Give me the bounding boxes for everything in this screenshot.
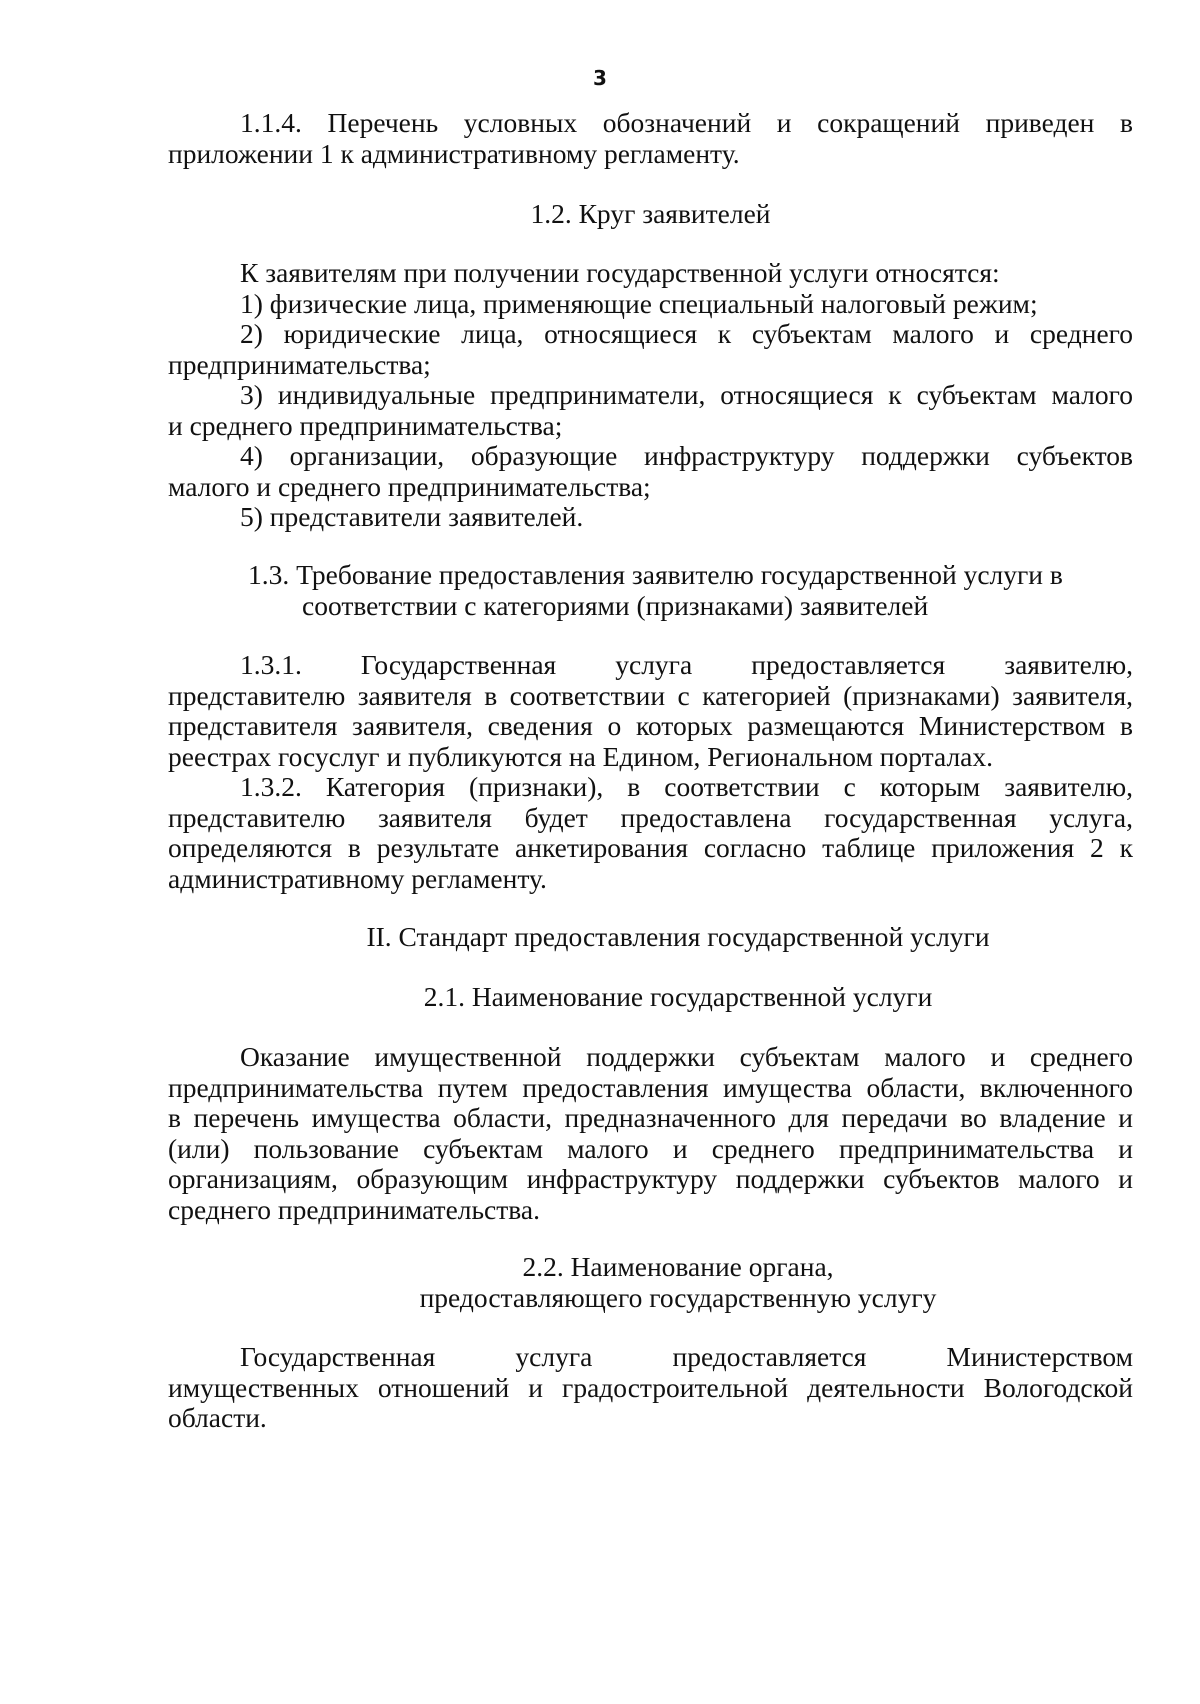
list-item: 5) представители заявителей. — [240, 501, 584, 532]
heading-line: 1.3. Требование предоставления заявителю государственной услуги в — [248, 559, 1063, 590]
paragraph-line: представителя заявителя, сведения о которых размещаются Министерством в — [168, 710, 1133, 741]
paragraph-line: в перечень имущества области, предназначенного для передачи во владение и — [168, 1102, 1133, 1133]
section-heading-1-2: 1.2. Круг заявителей — [530, 198, 771, 229]
paragraph-line: предпринимательства путем предоставления имущества области, включенного — [168, 1071, 1133, 1103]
paragraph-line: (или) пользование субъектам малого и среднего предпринимательства и — [168, 1132, 1133, 1164]
paragraph-line: 1.3.2. Категория (признаки), в соответствии с которым заявителю, — [240, 771, 1133, 802]
section-heading-II: II. Стандарт предоставления государственной услуги — [366, 921, 990, 952]
list-item: 1) физические лица, применяющие специальный налоговый режим; — [240, 287, 1038, 319]
paragraph-line: области. — [168, 1402, 267, 1433]
list-item: 2) юридические лица, относящиеся к субъектам малого и среднего — [240, 318, 1133, 349]
paragraph-line: представителю заявителя в соответствии с категорией (признаками) заявителя, — [168, 679, 1133, 711]
list-item-continuation: предпринимательства; — [168, 348, 431, 380]
page-number: 3 — [593, 66, 607, 90]
paragraph-line: Государственная услуга предоставляется Министерством — [240, 1341, 1133, 1372]
list-item-continuation: и среднего предпринимательства; — [168, 409, 563, 441]
list-item: 4) организации, образующие инфраструктуру поддержки субъектов — [240, 440, 1133, 471]
paragraph-line: среднего предпринимательства. — [168, 1193, 540, 1225]
applicants-intro: К заявителям при получении государственной услуги относятся: — [240, 257, 1000, 288]
list-item: 3) индивидуальные предприниматели, относящиеся к субъектам малого — [240, 379, 1133, 410]
paragraph-line: 1.3.1. Государственная услуга предоставляется заявителю, — [240, 649, 1133, 680]
heading-line: 2.2. Наименование органа, — [522, 1251, 834, 1282]
paragraph-2-2 — [168, 1342, 1133, 1434]
heading-line: предоставляющего государственную услугу — [419, 1281, 937, 1313]
paragraph-line: имущественных отношений и градостроительной деятельности Вологодской — [168, 1371, 1133, 1403]
list-item-continuation: малого и среднего предпринимательства; — [168, 470, 651, 502]
applicants-list — [168, 258, 1133, 533]
paragraph-1-1-4 — [168, 108, 1133, 169]
paragraph-line: организациям, образующим инфраструктуру поддержки субъектов малого и — [168, 1163, 1133, 1194]
paragraph-line: представителю заявителя будет предоставлена государственная услуга, — [168, 801, 1133, 833]
section-heading-2-2 — [248, 1252, 1108, 1313]
paragraph-2-1 — [168, 1042, 1133, 1225]
heading-line: соответствии с категориями (признаками) заявителей — [302, 589, 929, 621]
paragraph-1-3-1 — [168, 650, 1133, 772]
paragraph-line: реестрах госуслуг и публикуются на Едином, Региональном порталах. — [168, 740, 994, 772]
paragraph-line: определяются в результате анкетирования согласно таблице приложения 2 к — [168, 832, 1133, 863]
paragraph-1-3-2 — [168, 772, 1133, 894]
section-heading-1-3 — [248, 560, 1108, 621]
paragraph-line: Оказание имущественной поддержки субъектам малого и среднего — [240, 1041, 1133, 1072]
paragraph-line: административному регламенту. — [168, 862, 547, 894]
paragraph-line: 1.1.4. Перечень условных обозначений и сокращений приведен в — [240, 107, 1133, 138]
paragraph-line: приложении 1 к административному регламенту. — [168, 137, 740, 169]
section-heading-2-1: 2.1. Наименование государственной услуги — [423, 981, 933, 1012]
